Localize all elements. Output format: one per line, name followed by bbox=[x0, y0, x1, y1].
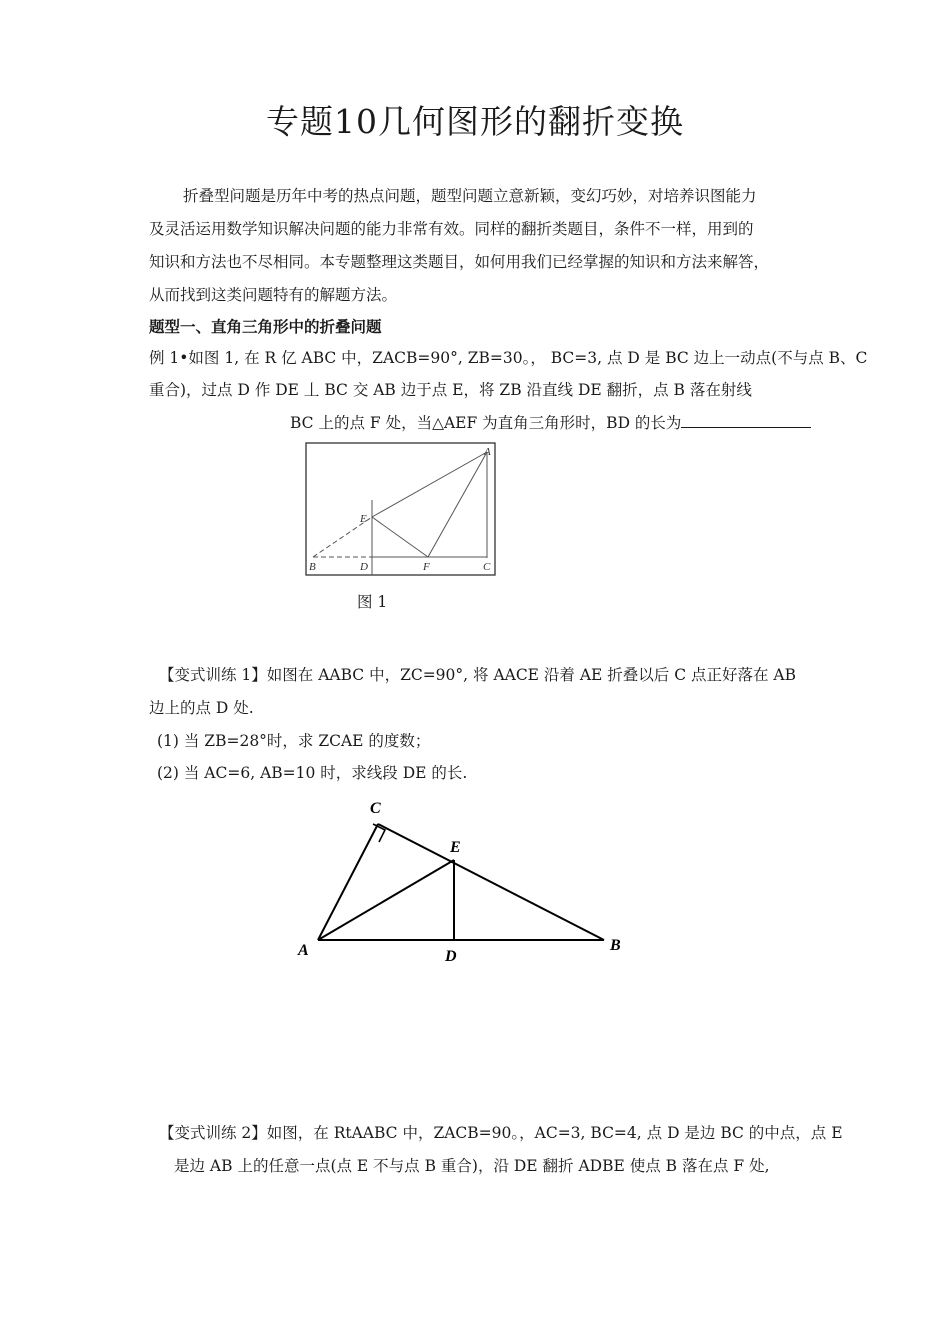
page-title: 专题10几何图形的翻折变换 bbox=[266, 102, 684, 141]
section-heading: 题型一、直角三角形中的折叠问题 bbox=[149, 317, 382, 336]
segment-EF bbox=[372, 517, 428, 557]
label-B: B bbox=[309, 561, 316, 573]
example1-line-2: 重合)，过点 D 作 DE 丄 BC 交 AB 边于点 E，将 ZB 沿直线 DE 翻折，点 B 落在射线 bbox=[149, 381, 752, 399]
label-F: F bbox=[423, 561, 430, 573]
label-B: B bbox=[610, 937, 621, 954]
example1-line-3-text: BC 上的点 F 处，当△AEF 为直角三角形时，BD 的长为 bbox=[290, 414, 682, 432]
figure-2-diagram bbox=[290, 795, 640, 970]
label-C: C bbox=[483, 561, 491, 573]
intro-line-1: 折叠型问题是历年中考的热点问题，题型问题立意新颖，变幻巧妙，对培养识图能力 bbox=[183, 187, 757, 205]
label-E: E bbox=[450, 839, 461, 856]
label-C: C bbox=[370, 800, 381, 817]
variant1-question-1: (1) 当 ZB=28°时，求 ZCAE 的度数； bbox=[157, 732, 431, 750]
example1-line-3 bbox=[290, 411, 811, 433]
label-A: A bbox=[298, 942, 309, 959]
variant1-line-2: 边上的点 D 处. bbox=[149, 699, 254, 717]
label-E: E bbox=[360, 513, 367, 525]
variant2-line-1: 【变式训练 2】如图，在 RtAABC 中，ZACB=90。，AC=3, BC=4, 点 D 是边 BC 的中点，点 E bbox=[159, 1124, 843, 1142]
variant1-question-2: (2) 当 AC=6, AB=10 时，求线段 DE 的长. bbox=[157, 764, 468, 782]
label-D: D bbox=[445, 948, 457, 965]
segment-AF bbox=[428, 452, 487, 557]
label-A: A bbox=[484, 446, 491, 458]
intro-line-4: 从而找到这类问题特有的解题方法。 bbox=[149, 286, 398, 304]
figure-1-diagram bbox=[300, 438, 500, 580]
label-D: D bbox=[360, 561, 368, 573]
variant1-line-1: 【变式训练 1】如图在 AABC 中，ZC=90°, 将 AACE 沿着 AE 折叠以后 C 点正好落在 AB bbox=[159, 666, 797, 684]
example1-line-1: 例 1•如图 1, 在 R 亿 ABC 中，ZACB=90°, ZB=30。， BC=3, 点 D 是 BC 边上一动点(不与点 B、C bbox=[149, 349, 868, 367]
segment-CB bbox=[378, 824, 604, 940]
intro-line-2: 及灵活运用数学知识解决问题的能力非常有效。同样的翻折类题目，条件不一样，用到的 bbox=[149, 220, 754, 238]
segment-AE bbox=[372, 452, 487, 517]
figure-1-caption: 图 1 bbox=[357, 593, 388, 611]
answer-blank[interactable] bbox=[681, 411, 811, 428]
intro-line-3: 知识和方法也不尽相同。本专题整理这类题目，如何用我们已经掌握的知识和方法来解答， bbox=[149, 253, 770, 271]
variant2-line-2: 是边 AB 上的任意一点(点 E 不与点 B 重合)，沿 DE 翻折 ADBE 使点 B 落在点 F 处, bbox=[174, 1157, 770, 1175]
figure-1-frame bbox=[306, 443, 495, 575]
